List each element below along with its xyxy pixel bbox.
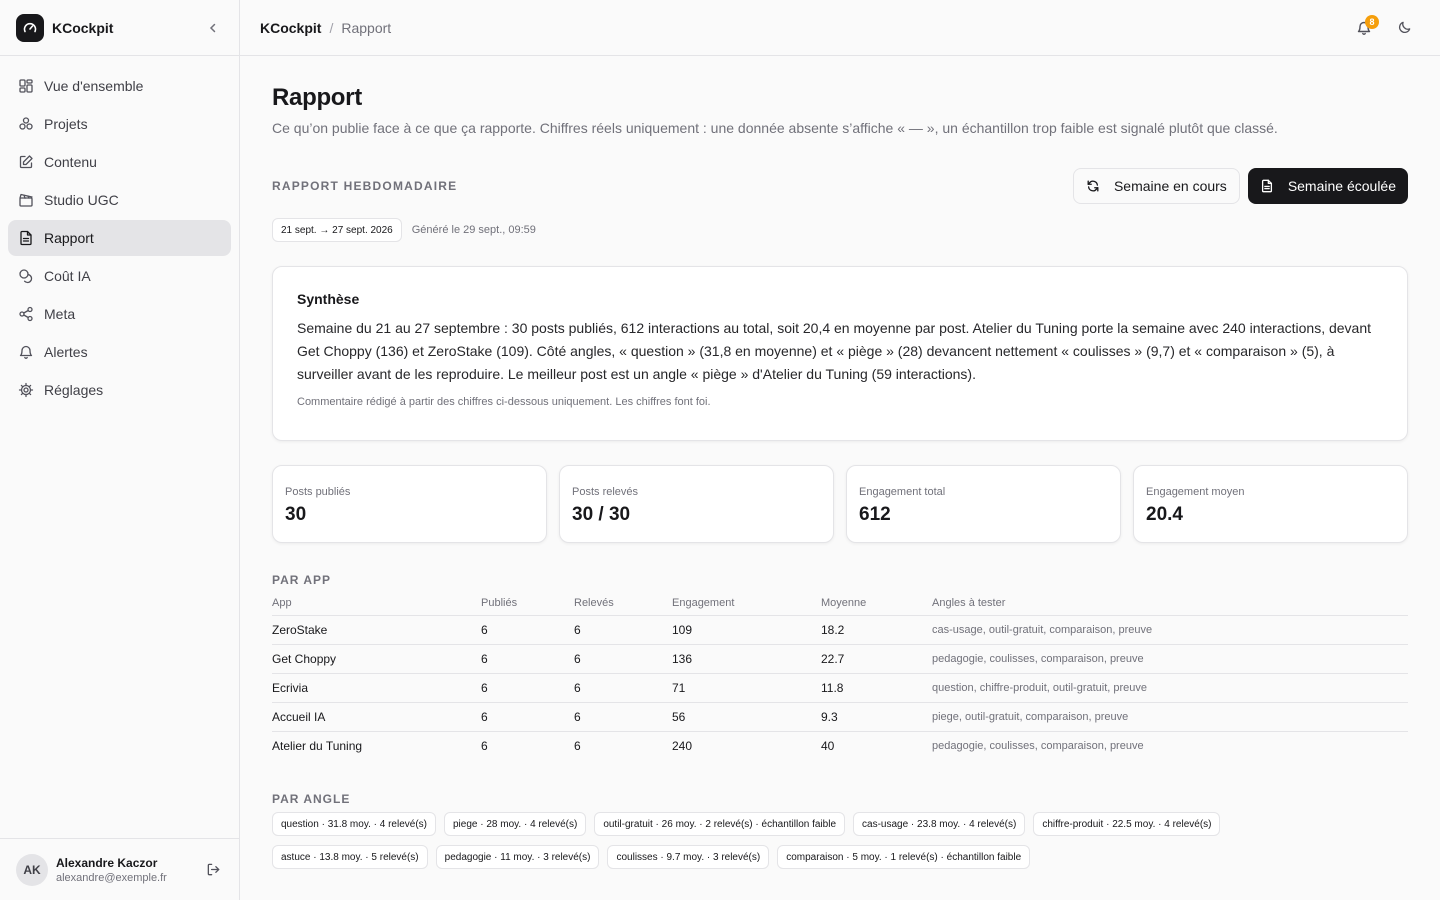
app-name: KCockpit <box>52 19 114 36</box>
column-header: Relevés <box>574 591 672 615</box>
kpi-card-posts-collected <box>559 465 834 543</box>
sidebar-item-label: Contenu <box>44 154 97 170</box>
table-cell: 6 <box>481 644 574 673</box>
breadcrumb-current: Rapport <box>341 19 392 36</box>
angle-chip: question · 31.8 moy. · 4 relevé(s) <box>272 812 436 836</box>
per-angle-section <box>272 792 1408 869</box>
synthesis-text: Semaine du 21 au 27 septembre : 30 posts publiés, 612 interactions au total, soit 20,4 en moyenne par post. Atelier du Tuning porte la semaine avec 240 interactions, devant Get Choppy (136) et ZeroStake (109). Côté angles, « question » (31,8 en moyenne) et « piège » (28) devancent nettement « coulisses » (9,7) et « comparaison » (5), à surveiller avant de les reproduire. Le meilleur post est un angle « piège » d'Atelier du Tuning (59 interactions). <box>297 320 1372 382</box>
table-cell: 11.8 <box>821 673 932 702</box>
table-cell: piege, outil-gratuit, comparaison, preuve <box>932 702 1408 731</box>
table-cell: 6 <box>481 702 574 731</box>
sidebar-item-label: Alertes <box>44 344 88 360</box>
gauge-logo-icon <box>16 14 44 42</box>
page-title: Rapport <box>272 84 362 111</box>
table-cell: 9.3 <box>821 702 932 731</box>
sidebar-brand <box>0 0 239 56</box>
table-cell: 6 <box>574 702 672 731</box>
table-row <box>272 702 1408 731</box>
theme-toggle-button[interactable] <box>1388 12 1420 44</box>
table-cell: 6 <box>481 738 488 753</box>
kpi-label: Engagement moyen <box>1146 486 1245 498</box>
clapper-icon <box>18 192 34 208</box>
report-section-title: RAPPORT HEBDOMADAIRE <box>272 179 458 193</box>
kpi-label: Posts relevés <box>572 486 639 498</box>
table-cell: 6 <box>574 615 672 644</box>
angle-chip: chiffre-produit · 22.5 moy. · 4 relevé(s) <box>1033 812 1220 836</box>
table-cell: Accueil IA <box>272 702 481 731</box>
table-cell: pedagogie, coulisses, comparaison, preuve <box>932 739 1144 752</box>
edit-icon <box>18 154 34 170</box>
table-row <box>272 673 1408 702</box>
breadcrumb <box>260 20 1340 36</box>
table-body <box>272 615 1408 760</box>
table-row <box>272 615 1408 644</box>
coins-icon <box>18 268 34 284</box>
sidebar-item-vue-d-ensemble[interactable] <box>8 68 231 104</box>
table-header-row <box>272 591 1408 615</box>
angle-chip: comparaison · 5 moy. · 1 relevé(s) · échantillon faible <box>777 845 1030 869</box>
table-cell: 22.7 <box>821 644 932 673</box>
main-content <box>272 56 1408 869</box>
kpi-card-total-engagement <box>846 465 1121 543</box>
sidebar-item-projets[interactable] <box>8 106 231 142</box>
angle-chips <box>272 812 1332 869</box>
date-range-chip: 21 sept. → 27 sept. 2026 <box>272 218 402 242</box>
table-cell: question, chiffre-produit, outil-gratuit, preuve <box>932 673 1408 702</box>
gear-icon <box>18 382 34 398</box>
per-app-section <box>272 573 1408 760</box>
synthesis-note: Commentaire rédigé à partir des chiffres ci-dessous uniquement. Les chiffres font foi. <box>297 396 711 408</box>
table-cell: 136 <box>672 644 821 673</box>
sidebar-item-cout-ia[interactable] <box>8 258 231 294</box>
sidebar <box>0 0 240 900</box>
table-cell: 18.2 <box>821 615 932 644</box>
table-cell: ZeroStake <box>272 615 481 644</box>
logout-button[interactable] <box>203 860 223 880</box>
logout-icon <box>206 862 221 877</box>
table-cell: Get Choppy <box>272 644 481 673</box>
table-cell: 56 <box>672 702 821 731</box>
sidebar-item-label: Meta <box>44 306 76 322</box>
table-cell: 6 <box>574 738 581 753</box>
angle-chip: coulisses · 9.7 moy. · 3 relevé(s) <box>607 845 769 869</box>
current-week-button[interactable] <box>1073 168 1240 204</box>
table-cell: 6 <box>481 615 574 644</box>
sidebar-item-label: Rapport <box>44 230 94 246</box>
projects-icon <box>18 116 34 132</box>
table-cell: 6 <box>574 644 672 673</box>
angle-chip: astuce · 13.8 moy. · 5 relevé(s) <box>272 845 428 869</box>
topbar <box>240 0 1440 56</box>
table-cell: 6 <box>574 673 672 702</box>
breadcrumb-separator: / <box>329 19 334 36</box>
sidebar-nav <box>0 56 239 422</box>
table-cell: 109 <box>672 615 821 644</box>
breadcrumb-root[interactable]: KCockpit <box>260 19 322 36</box>
sidebar-item-label: Projets <box>44 116 88 132</box>
kpi-label: Posts publiés <box>285 486 351 498</box>
generated-timestamp: Généré le 29 sept., 09:59 <box>411 224 536 236</box>
share-icon <box>18 306 34 322</box>
document-icon <box>18 230 34 246</box>
table-cell: 240 <box>672 738 693 753</box>
avatar: AK <box>16 854 48 886</box>
column-header: Moyenne <box>821 591 932 615</box>
sidebar-item-alertes[interactable] <box>8 334 231 370</box>
table-row <box>272 644 1408 673</box>
column-header: Publiés <box>481 591 574 615</box>
notifications-button[interactable] <box>1348 12 1380 44</box>
angle-chip: cas-usage · 23.8 moy. · 4 relevé(s) <box>853 812 1025 836</box>
sidebar-item-studio-ugc[interactable] <box>8 182 231 218</box>
kpi-card-average-engagement <box>1133 465 1408 543</box>
user-info <box>56 856 203 884</box>
bell-icon <box>18 344 34 360</box>
user-email: alexandre@exemple.fr <box>56 871 167 884</box>
sidebar-item-label: Réglages <box>44 382 104 398</box>
synthesis-title: Synthèse <box>297 291 360 307</box>
sidebar-item-label: Studio UGC <box>44 192 119 208</box>
last-week-label: Semaine écoulée <box>1287 178 1396 194</box>
collapse-sidebar-button[interactable] <box>203 18 223 38</box>
kpi-value: 20.4 <box>1146 504 1183 525</box>
column-header: Engagement <box>672 591 821 615</box>
per-angle-title: PAR ANGLE <box>272 792 351 806</box>
moon-icon <box>1397 20 1412 35</box>
angle-chip: outil-gratuit · 26 moy. · 2 relevé(s) · échantillon faible <box>594 812 845 836</box>
per-app-title: PAR APP <box>272 573 332 587</box>
angle-chip: pedagogie · 11 moy. · 3 relevé(s) <box>436 845 600 869</box>
refresh-icon <box>1086 179 1100 193</box>
report-meta <box>272 218 1408 242</box>
dashboard-icon <box>18 78 34 94</box>
user-name: Alexandre Kaczor <box>56 855 158 870</box>
current-week-label: Semaine en cours <box>1113 178 1227 194</box>
sidebar-item-rapport[interactable] <box>8 220 231 256</box>
per-app-table <box>272 591 1408 760</box>
kpi-row <box>272 465 1408 543</box>
notification-badge: 8 <box>1365 15 1379 29</box>
angle-chip: piege · 28 moy. · 4 relevé(s) <box>444 812 586 836</box>
column-header: Angles à tester <box>932 591 1408 615</box>
user-panel <box>0 838 239 900</box>
table-cell: pedagogie, coulisses, comparaison, preuve <box>932 644 1408 673</box>
last-week-button[interactable] <box>1248 168 1408 204</box>
document-icon <box>1260 179 1274 193</box>
table-cell: 71 <box>672 673 821 702</box>
kpi-value: 30 <box>285 504 307 525</box>
sidebar-item-contenu[interactable] <box>8 144 231 180</box>
chevron-left-icon <box>207 22 219 34</box>
table-cell: 40 <box>821 738 835 753</box>
sidebar-item-label: Vue d'ensemble <box>44 78 144 94</box>
table-cell: cas-usage, outil-gratuit, comparaison, preuve <box>932 615 1408 644</box>
table-row <box>272 731 1408 760</box>
table-cell: Atelier du Tuning <box>272 738 363 753</box>
report-header <box>272 168 1408 204</box>
kpi-value: 30 / 30 <box>572 504 631 525</box>
table-cell: 6 <box>481 673 574 702</box>
kpi-card-posts-published <box>272 465 547 543</box>
sidebar-item-meta[interactable] <box>8 296 231 332</box>
table-cell: Ecrivia <box>272 673 481 702</box>
sidebar-item-reglages[interactable] <box>8 372 231 408</box>
page-description: Ce qu’on publie face à ce que ça rapporte. Chiffres réels uniquement : une donnée absente s’affiche « — », un échantillon trop faible est signalé plutôt que classé. <box>272 120 1278 136</box>
sidebar-item-label: Coût IA <box>44 268 91 284</box>
kpi-value: 612 <box>859 504 891 525</box>
kpi-label: Engagement total <box>859 486 946 498</box>
column-header: App <box>272 591 481 615</box>
synthesis-card <box>272 266 1408 441</box>
